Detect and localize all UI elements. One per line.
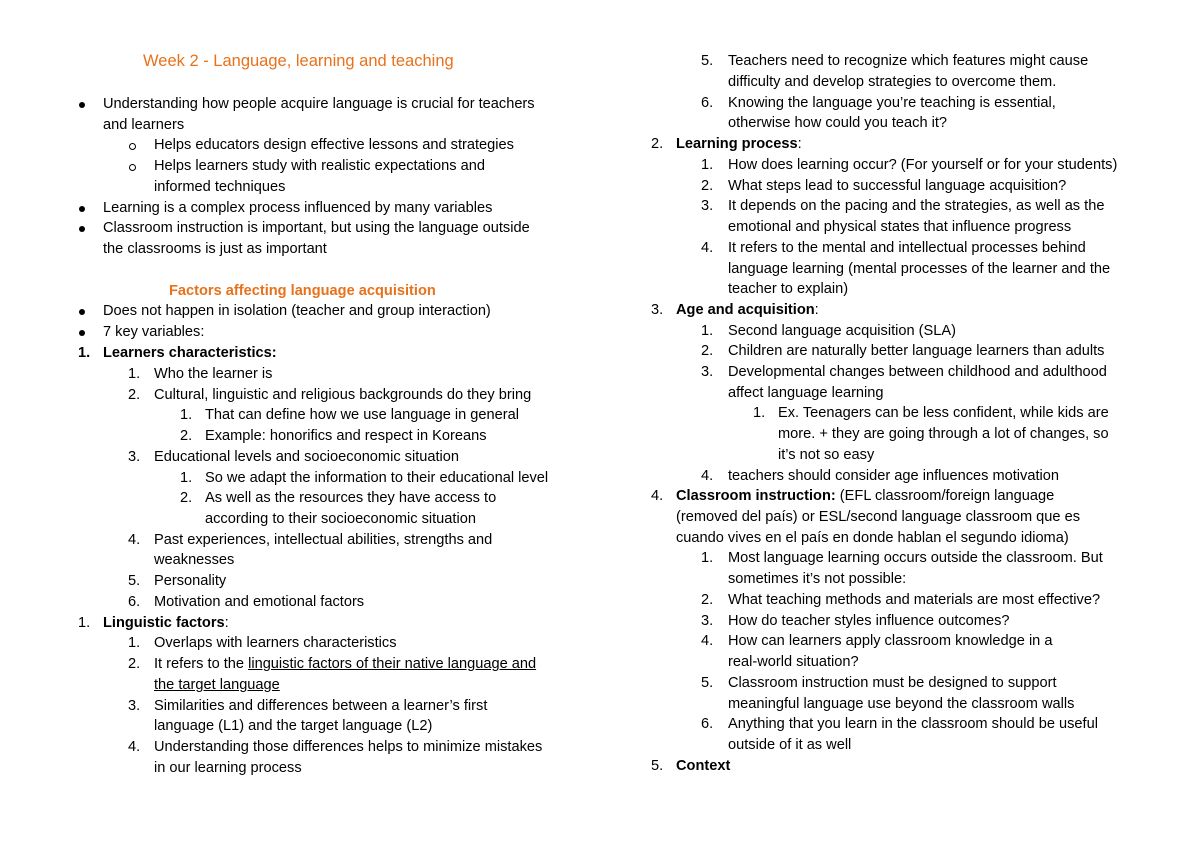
bullet-icon [79, 226, 85, 232]
hollow-bullet-icon [129, 164, 136, 171]
bullet-icon [79, 206, 85, 212]
bullet-icon [79, 102, 85, 108]
section-heading: Factors affecting language acquisition [169, 283, 436, 299]
bullet-icon [79, 330, 85, 336]
hollow-bullet-icon [129, 143, 136, 150]
document-title: Week 2 - Language, learning and teaching [143, 52, 454, 70]
bullet-icon [79, 309, 85, 315]
document-page: Week 2 - Language, learning and teaching Understanding how people acquire language is crucial for teachers and learners Helps educators design effective lessons and strategies Helps learners study with realistic expectations and informed techniques Learning is a complex process influenced by many variables Classroom instruction is important, but using the language outside the classrooms is just as important Factors affecting language acquisition Does not happen in isolation (teacher and group interaction) 7 key variables: 1. Learners characteristics: 1. Who the learner is 2. Cultural, linguistic and religious backgrounds do they bring 1. That can define how we use language in general 2. Example: honorifics and respect in Koreans 3. Educational levels and socioeconomic situation 1. So we adapt the information to their educational level 2. As well as the resources they have access to according to their socioeconomic situation 4. Past experiences, intellectual abilities, strengths and weaknesses 5. Personality 6. Motivation and emotional factors 1. Linguistic factors: 1. Overlaps with learners characteristics 2. It refers to the linguistic factors of their native language and the target language 3. Similarities and differences between a learner’s first language (L1) and the target language (L2) 4. Understanding those differences helps to minimize mistakes in our learning process 5. Teachers need to recognize which features might cause difficulty and develop strategies to overcome them. 6. Knowing the language you’re teaching is essential, otherwise how could you teach it? 2. Learning process: 1. How does learning occur? (For yourself or for your students) 2. What steps lead to successful language acquisition? 3. It depends on the pacing and the strategies, as well as the emotional and physical states that influence progress 4. It refers to the mental and intellectual processes behind language learning (mental processes of the learner and the teacher to explain) 3. Age and acquisition: 1. Second language acquisition (SLA) 2. Children are naturally better language learners than adults 3. Developmental changes between childhood and adulthood affect language learning 1. Ex. Teenagers can be less confident, while kids are more. + they are going through a lot of changes, so it’s not so easy 4. teachers should consider age influences motivation 4. Classroom instruction: (EFL classroom/foreign language (removed del país) or ESL/second language classroom que es cuando vives en el país en donde hablan el segundo idioma) 1. Most language learning occurs outside the classroom. But sometimes it’s not possible: 2. What teaching methods and materials are most effective? 3. How do teacher styles influence outcomes? 4. How can learners apply classroom knowledge in a real-world situation? 5. Classroom instruction must be designed to support meaningful language use beyond the classroom walls 6. Anything that you learn in the classroom should be useful outside of it as well 5. Context [78, 52, 1118, 776]
